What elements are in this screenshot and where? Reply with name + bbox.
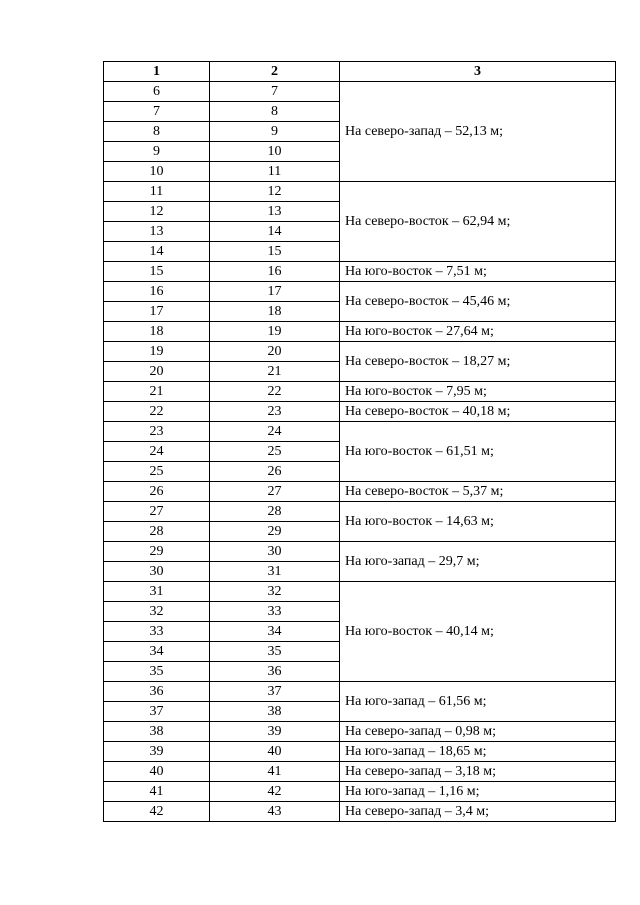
point-to-cell: 40 [210,742,340,762]
point-from-cell: 7 [104,102,210,122]
point-from-cell: 35 [104,662,210,682]
table-row [104,742,616,762]
direction-distance-cell: На юго-восток – 61,51 м; [340,422,616,482]
direction-distance-cell: На юго-восток – 27,64 м; [340,322,616,342]
direction-distance-cell: На северо-восток – 45,46 м; [340,282,616,322]
point-to-cell: 38 [210,702,340,722]
table-row [104,402,616,422]
point-from-cell: 40 [104,762,210,782]
column-header-3: 3 [340,62,616,82]
point-to-cell: 42 [210,782,340,802]
direction-distance-cell: На юго-запад – 61,56 м; [340,682,616,722]
table-row [104,762,616,782]
point-from-cell: 8 [104,122,210,142]
point-from-cell: 15 [104,262,210,282]
point-to-cell: 36 [210,662,340,682]
table-row [104,502,616,522]
point-from-cell: 21 [104,382,210,402]
point-to-cell: 32 [210,582,340,602]
point-from-cell: 39 [104,742,210,762]
point-from-cell: 23 [104,422,210,442]
point-from-cell: 30 [104,562,210,582]
point-from-cell: 32 [104,602,210,622]
boundary-table [103,61,616,822]
point-to-cell: 19 [210,322,340,342]
table-row [104,802,616,822]
table-row [104,722,616,742]
table-row [104,422,616,442]
point-from-cell: 14 [104,242,210,262]
point-to-cell: 10 [210,142,340,162]
point-to-cell: 13 [210,202,340,222]
point-to-cell: 12 [210,182,340,202]
point-from-cell: 20 [104,362,210,382]
point-from-cell: 18 [104,322,210,342]
point-to-cell: 22 [210,382,340,402]
table-row [104,322,616,342]
direction-distance-cell: На юго-запад – 18,65 м; [340,742,616,762]
point-from-cell: 12 [104,202,210,222]
column-header-1: 1 [104,62,210,82]
point-from-cell: 38 [104,722,210,742]
point-to-cell: 27 [210,482,340,502]
point-to-cell: 29 [210,522,340,542]
direction-distance-cell: На северо-запад – 52,13 м; [340,82,616,182]
point-to-cell: 37 [210,682,340,702]
direction-distance-cell: На северо-запад – 0,98 м; [340,722,616,742]
table-row [104,682,616,702]
point-from-cell: 37 [104,702,210,722]
point-to-cell: 43 [210,802,340,822]
point-from-cell: 29 [104,542,210,562]
point-from-cell: 22 [104,402,210,422]
direction-distance-cell: На юго-восток – 40,14 м; [340,582,616,682]
point-to-cell: 23 [210,402,340,422]
point-to-cell: 7 [210,82,340,102]
point-to-cell: 33 [210,602,340,622]
point-from-cell: 9 [104,142,210,162]
point-to-cell: 26 [210,462,340,482]
direction-distance-cell: На юго-восток – 7,95 м; [340,382,616,402]
point-from-cell: 6 [104,82,210,102]
direction-distance-cell: На юго-восток – 14,63 м; [340,502,616,542]
point-to-cell: 30 [210,542,340,562]
point-from-cell: 11 [104,182,210,202]
point-from-cell: 28 [104,522,210,542]
direction-distance-cell: На северо-запад – 3,18 м; [340,762,616,782]
point-from-cell: 34 [104,642,210,662]
direction-distance-cell: На юго-восток – 7,51 м; [340,262,616,282]
table-body [104,82,616,822]
table-row [104,262,616,282]
point-from-cell: 17 [104,302,210,322]
table-row [104,182,616,202]
point-to-cell: 24 [210,422,340,442]
direction-distance-cell: На северо-восток – 5,37 м; [340,482,616,502]
point-from-cell: 25 [104,462,210,482]
point-from-cell: 13 [104,222,210,242]
point-to-cell: 18 [210,302,340,322]
point-from-cell: 36 [104,682,210,702]
point-to-cell: 21 [210,362,340,382]
point-from-cell: 41 [104,782,210,802]
point-to-cell: 14 [210,222,340,242]
point-to-cell: 9 [210,122,340,142]
direction-distance-cell: На юго-запад – 1,16 м; [340,782,616,802]
table-row [104,482,616,502]
table-row [104,282,616,302]
point-from-cell: 26 [104,482,210,502]
point-to-cell: 8 [210,102,340,122]
point-from-cell: 19 [104,342,210,362]
point-to-cell: 25 [210,442,340,462]
direction-distance-cell: На северо-восток – 18,27 м; [340,342,616,382]
table-row [104,782,616,802]
direction-distance-cell: На северо-восток – 40,18 м; [340,402,616,422]
direction-distance-cell: На северо-восток – 62,94 м; [340,182,616,262]
point-to-cell: 11 [210,162,340,182]
table-row [104,582,616,602]
point-to-cell: 41 [210,762,340,782]
point-from-cell: 42 [104,802,210,822]
table-row [104,542,616,562]
point-from-cell: 10 [104,162,210,182]
direction-distance-cell: На северо-запад – 3,4 м; [340,802,616,822]
point-from-cell: 24 [104,442,210,462]
point-from-cell: 33 [104,622,210,642]
table-header-row [104,62,616,82]
point-to-cell: 39 [210,722,340,742]
table-row [104,382,616,402]
point-to-cell: 20 [210,342,340,362]
point-from-cell: 16 [104,282,210,302]
table-row [104,82,616,102]
point-to-cell: 34 [210,622,340,642]
point-from-cell: 27 [104,502,210,522]
column-header-2: 2 [210,62,340,82]
point-to-cell: 16 [210,262,340,282]
direction-distance-cell: На юго-запад – 29,7 м; [340,542,616,582]
point-to-cell: 28 [210,502,340,522]
point-to-cell: 15 [210,242,340,262]
table-row [104,342,616,362]
point-to-cell: 17 [210,282,340,302]
point-to-cell: 31 [210,562,340,582]
point-to-cell: 35 [210,642,340,662]
point-from-cell: 31 [104,582,210,602]
